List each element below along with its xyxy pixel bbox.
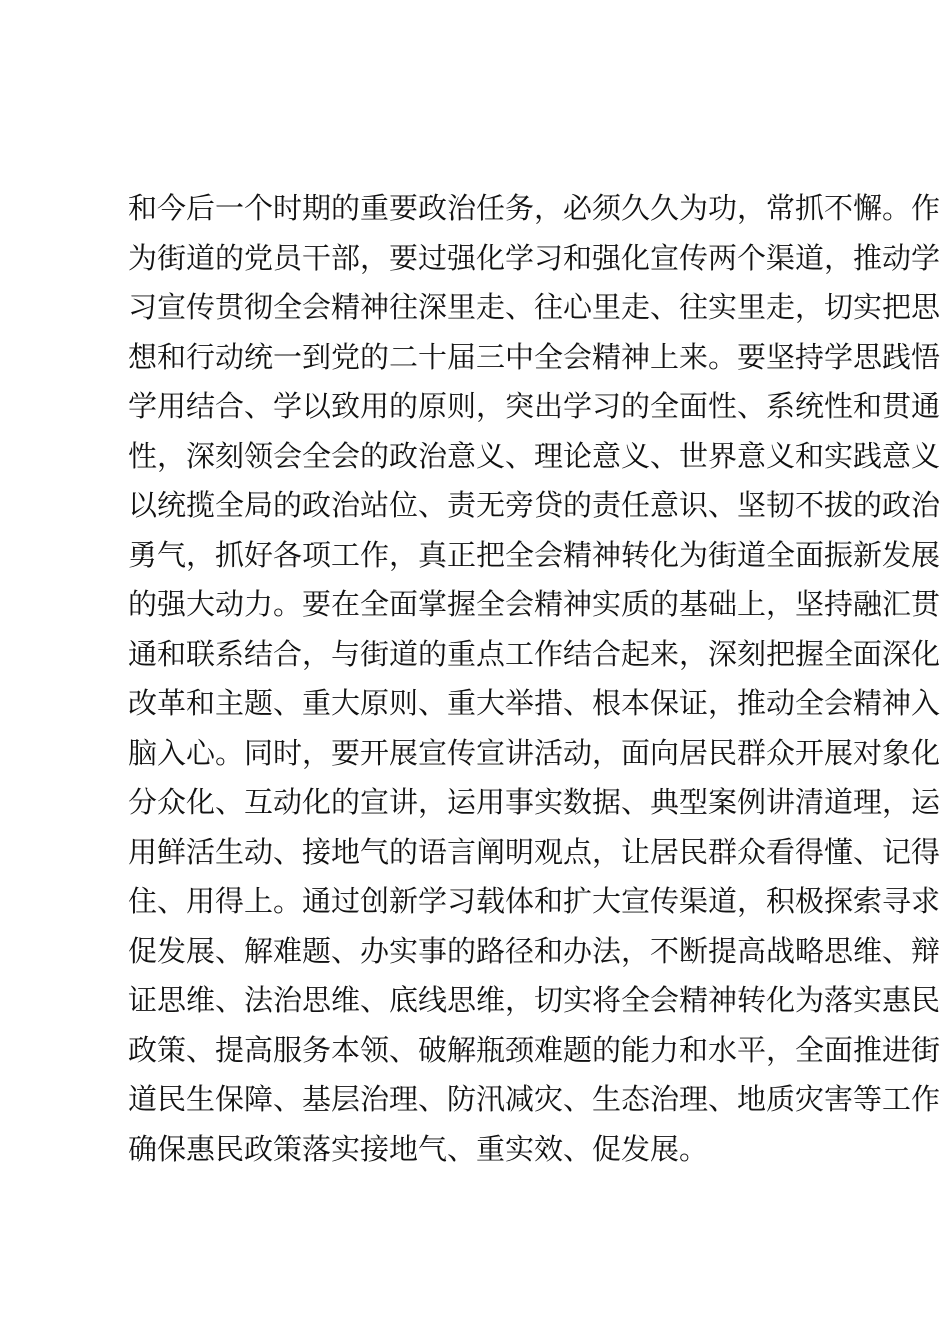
paragraph-line: 道民生保障、基层治理、防汛减灾、生态治理、地质灾害等工作 xyxy=(128,1082,941,1116)
paragraph-line: 以统揽全局的政治站位、责无旁贷的责任意识、坚韧不拔的政治 xyxy=(128,488,941,522)
paragraph-line: 促发展、解难题、办实事的路径和办法，不断提高战略思维、辩 xyxy=(128,933,941,968)
paragraph-line: 习宣传贯彻全会精神往深里走、往心里走、往实里走，切实把思 xyxy=(128,290,941,324)
paragraph-line: 和今后一个时期的重要政治任务，必须久久为功，常抓不懈。作 xyxy=(128,191,941,225)
body-paragraph xyxy=(128,184,941,1174)
paragraph-line: 分众化、互动化的宣讲，运用事实数据、典型案例讲清道理，运 xyxy=(128,785,941,819)
paragraph-line: 住、用得上。通过创新学习载体和扩大宣传渠道，积极探索寻求 xyxy=(128,884,941,918)
paragraph-line: 勇气，抓好各项工作，真正把全会精神转化为街道全面振新发展 xyxy=(128,537,941,572)
paragraph-line: 确保惠民政策落实接地气、重实效、促发展。 xyxy=(128,1131,709,1166)
paragraph-line: 为街道的党员干部，要过强化学习和强化宣传两个渠道，推动学 xyxy=(128,240,941,275)
paragraph-line: 政策、提高服务本领、破解瓶颈难题的能力和水平，全面推进街 xyxy=(128,1032,941,1067)
paragraph-line: 用鲜活生动、接地气的语言阐明观点，让居民群众看得懂、记得 xyxy=(128,834,941,869)
paragraph-line: 学用结合、学以致用的原则，突出学习的全面性、系统性和贯通 xyxy=(128,389,941,423)
paragraph-line: 通和联系结合，与街道的重点工作结合起来，深刻把握全面深化 xyxy=(128,636,941,671)
paragraph-line: 证思维、法治思维、底线思维，切实将全会精神转化为落实惠民 xyxy=(128,983,941,1017)
paragraph-line: 想和行动统一到党的二十届三中全会精神上来。要坚持学思践悟 xyxy=(128,339,941,374)
paragraph-line: 的强大动力。要在全面掌握全会精神实质的基础上，坚持融汇贯 xyxy=(128,587,941,621)
paragraph-line: 性，深刻领会全会的政治意义、理论意义、世界意义和实践意义 xyxy=(128,438,941,473)
paragraph-line: 脑入心。同时，要开展宣传宣讲活动，面向居民群众开展对象化 xyxy=(128,735,941,770)
paragraph-line: 改革和主题、重大原则、重大举措、根本保证，推动全会精神入 xyxy=(128,686,941,720)
